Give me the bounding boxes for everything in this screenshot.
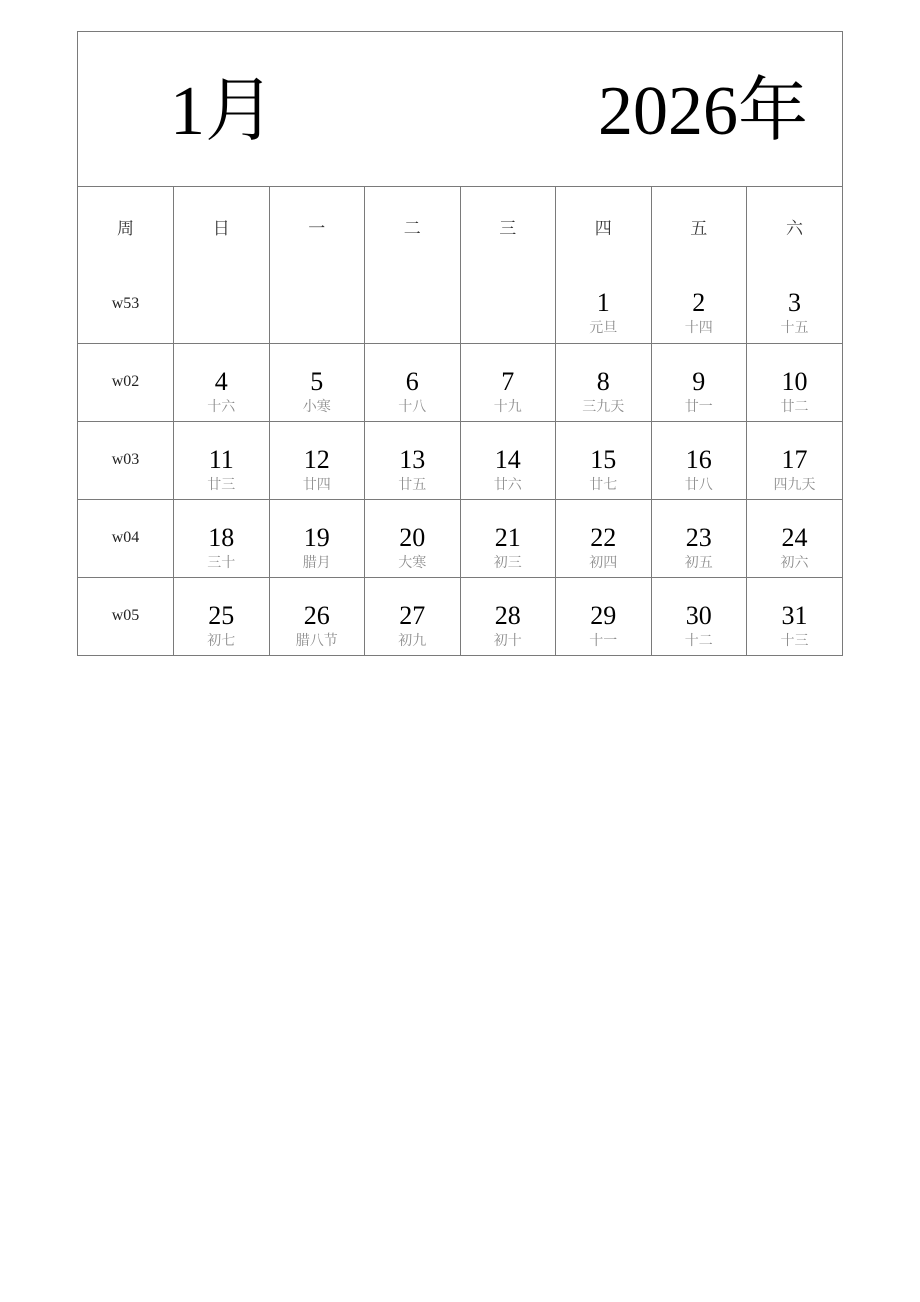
day-cell: [269, 577, 365, 655]
day-cell: [269, 499, 365, 577]
day-cell: [651, 265, 747, 343]
day-number: 11: [208, 444, 234, 474]
weekday-tuesday: 二: [365, 187, 461, 265]
week-row: [78, 343, 842, 421]
empty-day-cell: [174, 265, 270, 343]
lunar-date: 腊八节: [295, 632, 338, 649]
lunar-date: 十六: [207, 398, 236, 415]
day-number: 29: [590, 600, 617, 630]
lunar-date: 十八: [398, 398, 427, 415]
day-cell: [460, 499, 556, 577]
day-cell: [269, 421, 365, 499]
lunar-date: 廿一: [684, 398, 713, 415]
lunar-date: 小寒: [302, 398, 331, 415]
weekday-week-label: 周: [78, 187, 174, 265]
day-number: 28: [494, 600, 521, 630]
day-number: 13: [399, 444, 426, 474]
lunar-date: 初六: [780, 554, 809, 571]
day-number: 5: [310, 366, 324, 396]
lunar-date: 十九: [493, 398, 522, 415]
week-row: [78, 265, 842, 343]
day-number: 27: [399, 600, 426, 630]
lunar-date: 初五: [684, 554, 713, 571]
weekday-header-row: [78, 187, 842, 265]
week-number: w04: [78, 499, 174, 577]
empty-day-cell: [460, 265, 556, 343]
day-number: 16: [685, 444, 712, 474]
day-cell: [556, 577, 652, 655]
day-number: 8: [596, 366, 610, 396]
week-number: w05: [78, 577, 174, 655]
day-cell: [651, 499, 747, 577]
weekday-sunday: 日: [174, 187, 270, 265]
month-title: 1月: [170, 73, 275, 150]
day-number: 2: [692, 288, 706, 317]
day-number: 24: [781, 522, 808, 552]
week-row: [78, 577, 842, 655]
day-cell: [365, 499, 461, 577]
lunar-date: 十四: [684, 320, 713, 336]
calendar-grid: [78, 187, 842, 655]
day-cell: [174, 421, 270, 499]
lunar-date: 廿六: [493, 476, 522, 493]
day-cell: [747, 577, 843, 655]
day-number: 25: [208, 600, 235, 630]
lunar-date: 十二: [684, 632, 713, 649]
lunar-date: 初四: [589, 554, 618, 571]
day-cell: [174, 499, 270, 577]
day-number: 9: [692, 366, 706, 396]
day-number: 15: [590, 444, 617, 474]
day-cell: [556, 343, 652, 421]
weekday-thursday: 四: [556, 187, 652, 265]
week-number: w03: [78, 421, 174, 499]
lunar-date: 腊月: [302, 554, 331, 571]
day-number: 1: [596, 288, 610, 317]
lunar-date: 元旦: [589, 320, 618, 336]
lunar-date: 廿四: [302, 476, 331, 493]
day-number: 10: [781, 366, 808, 396]
day-number: 30: [685, 600, 712, 630]
empty-day-cell: [365, 265, 461, 343]
day-cell: [556, 499, 652, 577]
day-cell: [174, 577, 270, 655]
day-number: 22: [590, 522, 617, 552]
day-number: 19: [303, 522, 330, 552]
day-cell: [651, 421, 747, 499]
day-cell: [556, 421, 652, 499]
week-row: [78, 499, 842, 577]
weekday-saturday: 六: [747, 187, 843, 265]
day-cell: [556, 265, 652, 343]
lunar-date: 廿二: [780, 398, 809, 415]
day-cell: [747, 499, 843, 577]
calendar: [77, 31, 843, 656]
weekday-wednesday: 三: [460, 187, 556, 265]
day-cell: [460, 577, 556, 655]
day-cell: [365, 421, 461, 499]
year-title: 2026年: [598, 73, 808, 150]
day-cell: [365, 577, 461, 655]
day-cell: [460, 343, 556, 421]
day-cell: [747, 421, 843, 499]
lunar-date: 初十: [493, 632, 522, 649]
lunar-date: 十五: [780, 320, 809, 336]
week-number: w53: [78, 265, 174, 343]
lunar-date: 四九天: [773, 476, 816, 493]
lunar-date: 廿五: [398, 476, 427, 493]
day-number: 26: [303, 600, 330, 630]
day-number: 14: [494, 444, 521, 474]
lunar-date: 十三: [780, 632, 809, 649]
week-number: w02: [78, 343, 174, 421]
day-cell: [747, 265, 843, 343]
weekday-monday: 一: [269, 187, 365, 265]
day-cell: [651, 343, 747, 421]
empty-day-cell: [269, 265, 365, 343]
day-cell: [747, 343, 843, 421]
day-cell: [365, 343, 461, 421]
day-cell: [174, 343, 270, 421]
day-number: 17: [781, 444, 808, 474]
lunar-date: 廿七: [589, 476, 618, 493]
lunar-date: 初三: [493, 554, 522, 571]
day-number: 23: [685, 522, 712, 552]
lunar-date: 廿三: [207, 476, 236, 493]
day-cell: [269, 343, 365, 421]
week-row: [78, 421, 842, 499]
day-cell: [460, 421, 556, 499]
lunar-date: 初七: [207, 632, 236, 649]
lunar-date: 三十: [207, 554, 236, 571]
day-number: 31: [781, 600, 808, 630]
lunar-date: 初九: [398, 632, 427, 649]
day-number: 6: [405, 366, 419, 396]
lunar-date: 三九天: [582, 398, 625, 415]
day-number: 21: [494, 522, 521, 552]
calendar-header: [78, 32, 842, 187]
day-cell: [651, 577, 747, 655]
lunar-date: 大寒: [398, 554, 427, 571]
lunar-date: 十一: [589, 632, 618, 649]
day-number: 4: [214, 366, 228, 396]
day-number: 7: [501, 366, 515, 396]
day-number: 3: [788, 288, 801, 317]
day-number: 18: [208, 522, 235, 552]
lunar-date: 廿八: [684, 476, 713, 493]
day-number: 12: [303, 444, 330, 474]
day-number: 20: [399, 522, 426, 552]
weekday-friday: 五: [651, 187, 747, 265]
